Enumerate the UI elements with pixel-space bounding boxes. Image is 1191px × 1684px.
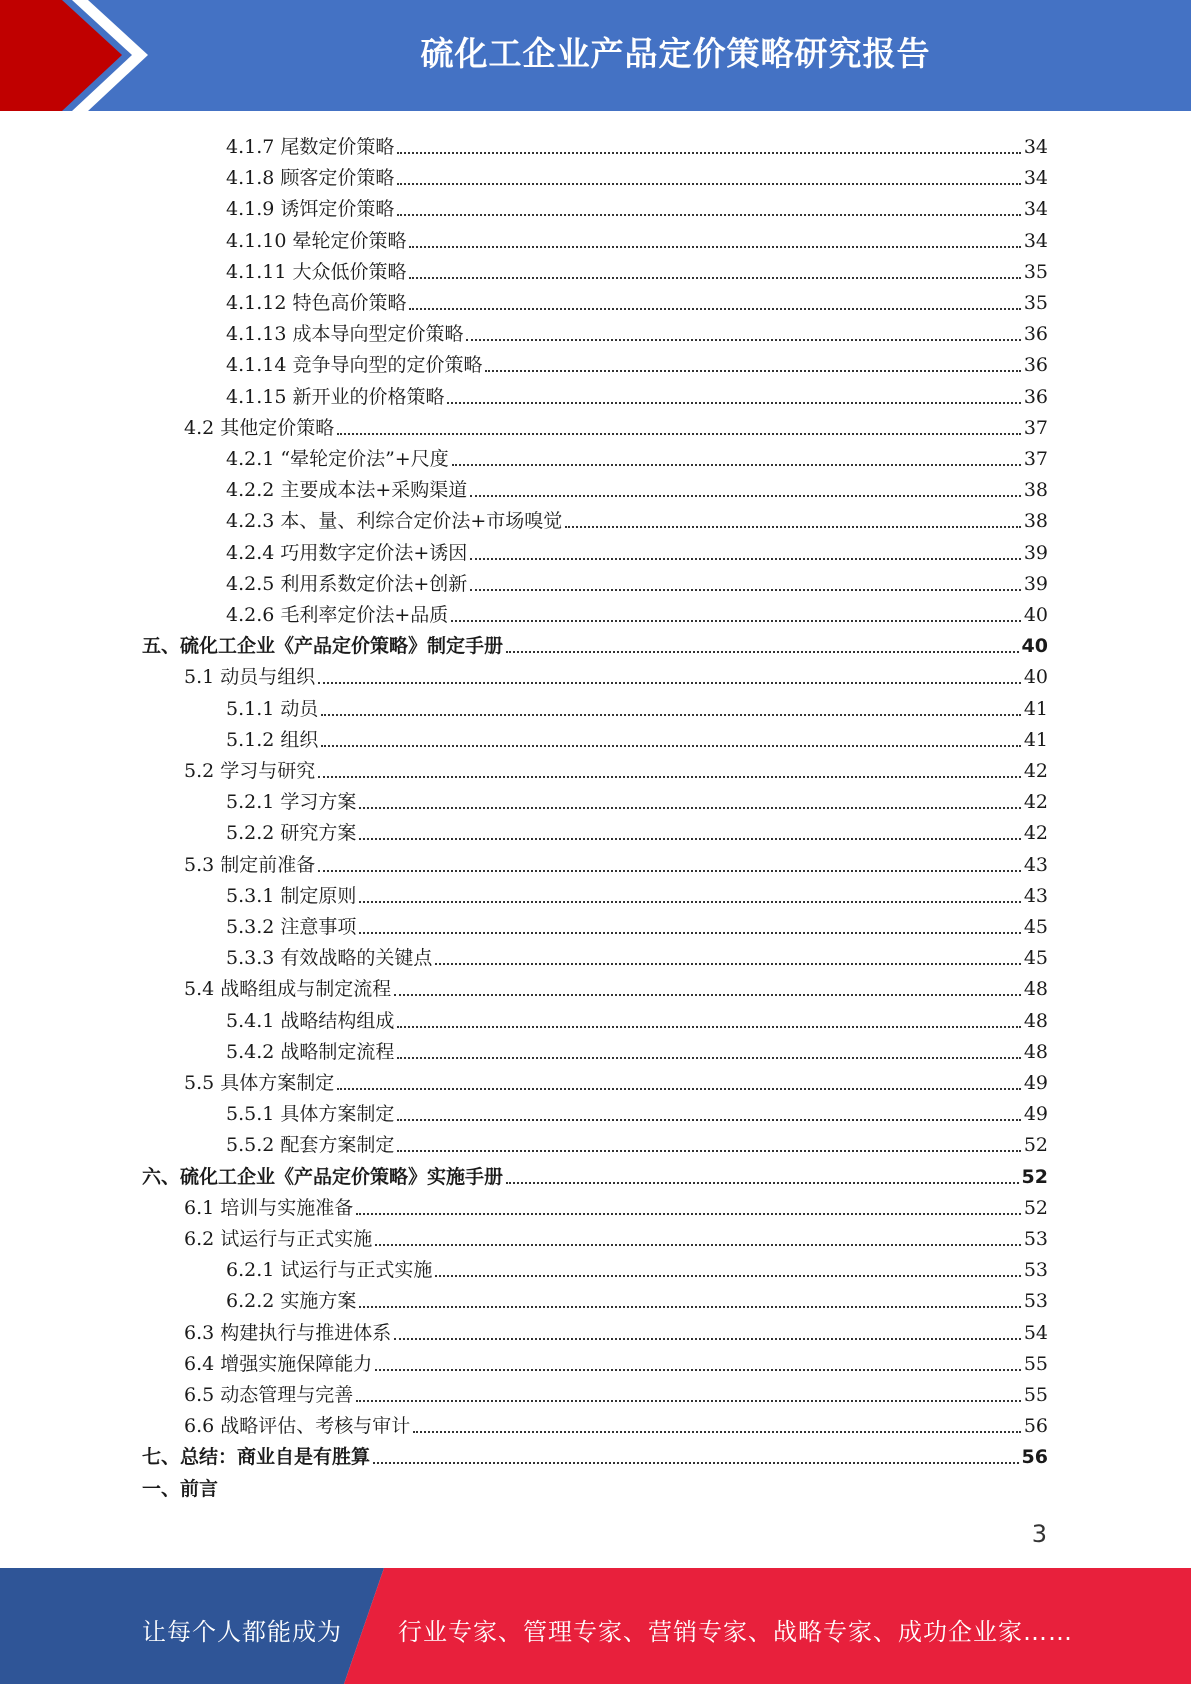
- toc-leader-dots: [356, 1212, 1021, 1215]
- toc-leader-dots: [565, 525, 1021, 528]
- toc-entry-title: 5.3.2 注意事项: [226, 916, 357, 938]
- toc-entry-page: 53: [1023, 1228, 1048, 1250]
- toc-entry[interactable]: [226, 1002, 1048, 1033]
- toc-entry-page: 56: [1021, 1446, 1048, 1469]
- toc-entry[interactable]: [184, 1220, 1048, 1251]
- toc-entry-title: 6.4 增强实施保障能力: [184, 1352, 373, 1375]
- toc-entry-page: 35: [1023, 292, 1048, 314]
- toc-leader-dots: [359, 931, 1020, 934]
- toc-entry-title: 5.1.1 动员: [226, 697, 319, 720]
- toc-leader-dots: [359, 1305, 1020, 1308]
- toc-leader-dots: [409, 276, 1020, 279]
- toc-entry-title: 5.4 战略组成与制定流程: [184, 978, 392, 1001]
- toc-leader-dots: [318, 681, 1021, 684]
- toc-entry[interactable]: [184, 1064, 1048, 1095]
- toc-entry-title: 4.2.6 毛利率定价法+品质: [226, 604, 449, 626]
- toc-entry[interactable]: [226, 690, 1048, 721]
- toc-entry-page: 36: [1023, 354, 1048, 377]
- toc-entry-title: 6.3 构建执行与推进体系: [184, 1321, 392, 1344]
- toc-leader-dots: [485, 369, 1020, 372]
- toc-entry-page: 49: [1023, 1072, 1048, 1094]
- toc-entry-title: 4.1.12 特色高价策略: [226, 292, 407, 314]
- toc-leader-dots: [435, 962, 1020, 965]
- toc-entry[interactable]: [226, 783, 1048, 814]
- page-header: [0, 0, 1191, 111]
- toc-entry[interactable]: [226, 222, 1048, 253]
- toc-leader-dots: [409, 245, 1020, 248]
- toc-entry[interactable]: [184, 846, 1048, 877]
- toc-entry[interactable]: [184, 658, 1048, 689]
- toc-entry-page: 48: [1023, 978, 1048, 1001]
- toc-entry[interactable]: [226, 346, 1048, 377]
- toc-leader-dots: [321, 713, 1020, 716]
- toc-entry-title: 6.2 试运行与正式实施: [184, 1228, 373, 1250]
- toc-entry[interactable]: [226, 534, 1048, 565]
- toc-leader-dots: [397, 1118, 1020, 1121]
- toc-entry[interactable]: [142, 1470, 218, 1501]
- toc-entry[interactable]: [226, 315, 1048, 346]
- toc-entry-title: 5.5.2 配套方案制定: [226, 1134, 395, 1157]
- toc-entry-title: 4.1.13 成本导向型定价策略: [226, 323, 464, 346]
- toc-entry[interactable]: [226, 565, 1048, 596]
- toc-entry[interactable]: [184, 1376, 1048, 1407]
- toc-entry-page: 39: [1023, 572, 1048, 595]
- toc-leader-dots: [452, 463, 1021, 466]
- toc-entry-page: 38: [1023, 510, 1048, 533]
- toc-entry-page: 43: [1023, 884, 1048, 907]
- toc-entry-title: 五、硫化工企业《产品定价策略》制定手册: [142, 635, 504, 658]
- toc-entry[interactable]: [226, 378, 1048, 409]
- toc-entry[interactable]: [226, 1282, 1048, 1313]
- toc-entry-title: 5.3.3 有效战略的关键点: [226, 947, 433, 970]
- toc-entry-page: 40: [1023, 604, 1048, 626]
- toc-leader-dots: [451, 619, 1021, 622]
- toc-leader-dots: [447, 401, 1020, 404]
- toc-entry-page: 43: [1023, 853, 1048, 876]
- toc-entry[interactable]: [226, 253, 1048, 284]
- toc-entry-title: 5.2.1 学习方案: [226, 791, 357, 814]
- toc-entry-title: 六、硫化工企业《产品定价策略》实施手册: [142, 1165, 504, 1188]
- toc-entry-title: 4.2 其他定价策略: [184, 416, 335, 439]
- toc-entry[interactable]: [142, 1438, 1048, 1469]
- toc-leader-dots: [394, 993, 1021, 996]
- toc-entry[interactable]: [226, 939, 1048, 970]
- toc-entry-page: 40: [1021, 635, 1048, 658]
- toc-entry[interactable]: [226, 1095, 1048, 1126]
- toc-entry-title: 5.5.1 具体方案制定: [226, 1103, 395, 1126]
- toc-entry-title: 一、前言: [142, 1477, 219, 1500]
- toc-entry-title: 6.1 培训与实施准备: [184, 1196, 354, 1219]
- toc-leader-dots: [397, 182, 1020, 185]
- toc-leader-dots: [506, 650, 1019, 653]
- toc-entry-page: 52: [1023, 1134, 1048, 1157]
- toc-entry-page: 36: [1023, 323, 1048, 346]
- toc-entry[interactable]: [226, 877, 1048, 908]
- toc-entry-title: 4.1.10 晕轮定价策略: [226, 229, 407, 252]
- toc-entry-title: 4.1.11 大众低价策略: [226, 260, 407, 283]
- toc-entry-page: 45: [1023, 916, 1048, 938]
- toc-entry-title: 5.1 动员与组织: [184, 666, 316, 689]
- toc-entry[interactable]: [226, 128, 1048, 159]
- toc-entry-page: 39: [1023, 541, 1048, 564]
- toc-entry-page: 42: [1023, 760, 1048, 782]
- toc-entry[interactable]: [184, 970, 1048, 1001]
- toc-entry-title: 4.2.2 主要成本法+采购渠道: [226, 479, 468, 502]
- toc-entry-page: 37: [1023, 416, 1048, 439]
- toc-entry[interactable]: [226, 159, 1048, 190]
- toc-leader-dots: [409, 307, 1020, 310]
- toc-leader-dots: [470, 494, 1021, 497]
- toc-entry-title: 4.1.15 新开业的价格策略: [226, 385, 445, 408]
- toc-leader-dots: [394, 1337, 1021, 1340]
- toc-leader-dots: [375, 1243, 1021, 1246]
- toc-entry[interactable]: [226, 284, 1048, 315]
- toc-entry-page: 45: [1023, 947, 1048, 970]
- toc-entry-page: 53: [1023, 1290, 1048, 1313]
- toc-entry-page: 37: [1023, 448, 1048, 470]
- toc-entry-title: 5.3 制定前准备: [184, 853, 316, 876]
- toc-entry[interactable]: [226, 1251, 1048, 1282]
- footer-slogan-right: 行业专家、管理专家、营销专家、战略专家、成功企业家……: [398, 1618, 1073, 1646]
- toc-entry-page: 38: [1023, 479, 1048, 502]
- toc-leader-dots: [397, 151, 1020, 154]
- toc-entry[interactable]: [226, 908, 1048, 939]
- toc-entry-page: 55: [1023, 1384, 1048, 1406]
- toc-leader-dots: [470, 588, 1021, 591]
- toc-entry-page: 48: [1023, 1040, 1048, 1063]
- toc-leader-dots: [397, 1025, 1020, 1028]
- toc-entry-page: 49: [1023, 1103, 1048, 1126]
- toc-entry-title: 5.4.1 战略结构组成: [226, 1009, 395, 1032]
- toc-leader-dots: [318, 869, 1021, 872]
- toc-entry-page: 56: [1023, 1415, 1048, 1438]
- toc-entry-title: 4.1.14 竞争导向型的定价策略: [226, 354, 483, 377]
- footer-slogan-left: 让每个人都能成为: [142, 1618, 342, 1646]
- toc-leader-dots: [413, 1430, 1021, 1433]
- toc-entry-page: 34: [1023, 136, 1048, 158]
- toc-entry-title: 七、总结：商业自是有胜算: [142, 1446, 371, 1469]
- toc-entry-title: 6.2.2 实施方案: [226, 1290, 357, 1313]
- toc-entry[interactable]: [226, 190, 1048, 221]
- toc-leader-dots: [359, 806, 1020, 809]
- toc-entry[interactable]: [226, 1033, 1048, 1064]
- toc-leader-dots: [375, 1368, 1021, 1371]
- toc-entry-title: 4.2.1 “晕轮定价法”+尺度: [226, 448, 449, 470]
- toc-entry[interactable]: [142, 627, 1048, 658]
- toc-entry[interactable]: [184, 1407, 1048, 1438]
- toc-entry[interactable]: [226, 440, 1048, 471]
- toc-entry-title: 6.5 动态管理与完善: [184, 1384, 354, 1406]
- toc-entry-title: 4.1.8 顾客定价策略: [226, 167, 395, 190]
- toc-entry-title: 5.1.2 组织: [226, 728, 319, 751]
- toc-entry[interactable]: [184, 752, 1048, 783]
- toc-entry[interactable]: [226, 1126, 1048, 1157]
- toc-leader-dots: [359, 837, 1020, 840]
- toc-entry-page: 40: [1023, 666, 1048, 689]
- toc-entry-page: 34: [1023, 229, 1048, 252]
- toc-entry-page: 34: [1023, 167, 1048, 190]
- toc-leader-dots: [397, 1056, 1020, 1059]
- toc-entry-page: 42: [1023, 822, 1048, 845]
- toc-entry-title: 6.6 战略评估、考核与审计: [184, 1415, 411, 1438]
- toc-entry-title: 5.3.1 制定原则: [226, 884, 357, 907]
- toc-entry-page: 41: [1023, 697, 1048, 720]
- toc-entry-page: 48: [1023, 1009, 1048, 1032]
- toc-entry[interactable]: [184, 409, 1048, 440]
- toc-entry[interactable]: [142, 1158, 1048, 1189]
- toc-leader-dots: [337, 432, 1021, 435]
- toc-entry-title: 5.4.2 战略制定流程: [226, 1040, 395, 1063]
- toc-entry[interactable]: [226, 471, 1048, 502]
- toc-leader-dots: [321, 744, 1020, 747]
- toc-entry-title: 4.2.3 本、量、利综合定价法+市场嗅觉: [226, 510, 563, 533]
- toc-entry[interactable]: [184, 1345, 1048, 1376]
- toc-leader-dots: [356, 1399, 1021, 1402]
- toc-entry-title: 6.2.1 试运行与正式实施: [226, 1259, 433, 1282]
- page-footer: [0, 1568, 1191, 1684]
- toc-entry-title: 4.1.9 诱饵定价策略: [226, 198, 395, 221]
- toc-entry-title: 5.2 学习与研究: [184, 760, 316, 782]
- toc-entry-page: 53: [1023, 1259, 1048, 1282]
- page-number: 3: [1031, 1520, 1047, 1548]
- toc-leader-dots: [373, 1461, 1019, 1464]
- toc-leader-dots: [397, 213, 1020, 216]
- toc-leader-dots: [435, 1274, 1020, 1277]
- toc-entry-page: 41: [1023, 728, 1048, 751]
- toc-entry[interactable]: [226, 721, 1048, 752]
- toc-entry[interactable]: [184, 1314, 1048, 1345]
- toc-leader-dots: [397, 1149, 1020, 1152]
- toc-entry[interactable]: [184, 1189, 1048, 1220]
- toc-entry[interactable]: [226, 814, 1048, 845]
- toc-entry-title: 4.1.7 尾数定价策略: [226, 136, 395, 158]
- toc-entry-page: 35: [1023, 260, 1048, 283]
- toc-entry-page: 52: [1023, 1196, 1048, 1219]
- toc-entry[interactable]: [226, 502, 1048, 533]
- toc-entry-page: 42: [1023, 791, 1048, 814]
- toc-leader-dots: [466, 338, 1020, 341]
- toc-leader-dots: [359, 900, 1020, 903]
- toc-leader-dots: [506, 1181, 1019, 1184]
- toc-entry-title: 4.2.4 巧用数字定价法+诱因: [226, 541, 468, 564]
- toc-entry-title: 4.2.5 利用系数定价法+创新: [226, 572, 468, 595]
- toc-leader-dots: [337, 1087, 1021, 1090]
- toc-entry-page: 55: [1023, 1352, 1048, 1375]
- report-title: 硫化工企业产品定价策略研究报告: [420, 34, 931, 73]
- toc-entry-page: 34: [1023, 198, 1048, 221]
- toc-entry-page: 52: [1021, 1165, 1048, 1188]
- toc-entry-page: 36: [1023, 385, 1048, 408]
- toc-entry-page: 54: [1023, 1321, 1048, 1344]
- toc-entry-title: 5.5 具体方案制定: [184, 1072, 335, 1094]
- toc-entry-title: 5.2.2 研究方案: [226, 822, 357, 845]
- toc-leader-dots: [470, 557, 1021, 560]
- toc-leader-dots: [318, 775, 1021, 778]
- toc-entry[interactable]: [226, 596, 1048, 627]
